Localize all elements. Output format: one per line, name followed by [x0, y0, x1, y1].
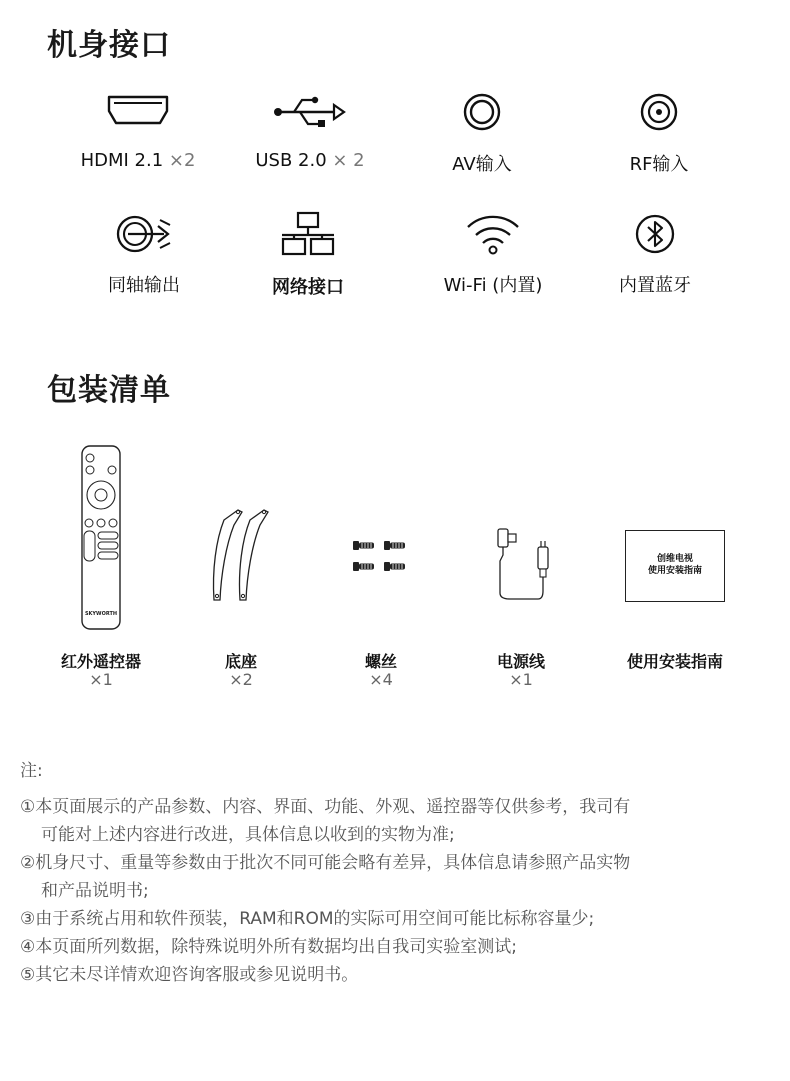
remote-control-icon [81, 445, 121, 630]
item-qty: ×1 [509, 670, 533, 689]
port-label: 网络接口 [272, 277, 344, 298]
av-input-icon [462, 92, 502, 132]
rf-input-icon [639, 92, 679, 132]
manual-cover-title: 创维电视 [656, 554, 693, 564]
package-item-stand [166, 445, 316, 695]
port-label: Wi-Fi (内置) [443, 275, 543, 296]
remote-brand-text: SKYWORTH [84, 611, 118, 617]
note-line: 和产品说明书; [41, 881, 149, 901]
port-network [223, 211, 393, 298]
port-hdmi [53, 92, 223, 171]
item-name: 电源线 [496, 652, 545, 671]
item-qty: ×1 [89, 670, 113, 689]
package-item-screws [306, 445, 456, 695]
item-qty: ×2 [229, 670, 253, 689]
package-item-manual [600, 445, 750, 695]
item-name: 螺丝 [364, 652, 397, 671]
port-label: HDMI 2.1 ×2 [80, 150, 196, 171]
section-title-package: 包装清单 [47, 373, 171, 408]
port-bluetooth [570, 213, 740, 296]
bluetooth-icon [633, 213, 677, 255]
port-label: AV输入 [452, 154, 512, 175]
network-port-icon [278, 211, 338, 257]
stand-icon [206, 500, 281, 610]
note-line: ④本页面所列数据，除特殊说明外所有数据均出自我司实验室测试; [20, 937, 517, 957]
port-av [397, 92, 567, 175]
manual-icon [625, 530, 725, 602]
hdmi-icon [106, 92, 170, 132]
manual-cover-subtitle: 使用安装指南 [647, 566, 702, 576]
notes-block [20, 757, 780, 989]
usb-icon [270, 92, 350, 132]
port-wifi [408, 213, 578, 296]
note-line: ①本页面展示的产品参数、内容、界面、功能、外观、遥控器等仅供参考，我司有 [20, 797, 631, 817]
item-name: 红外遥控器 [60, 652, 141, 671]
note-line: ③由于系统占用和软件预装，RAM和ROM的实际可用空间可能比标称容量少; [20, 909, 595, 929]
coaxial-output-icon [114, 213, 174, 255]
port-coaxial [59, 213, 229, 296]
wifi-icon [465, 213, 521, 255]
port-label: USB 2.0 × 2 [255, 150, 365, 171]
port-label: RF输入 [629, 154, 689, 175]
note-line: ⑤其它未尽详情欢迎咨询客服或参见说明书。 [20, 965, 359, 985]
notes-heading: 注: [20, 761, 43, 781]
port-label: 同轴输出 [108, 275, 180, 296]
screw-icon [351, 537, 411, 577]
note-line: 可能对上述内容进行改进，具体信息以收到的实物为准; [41, 825, 455, 845]
package-item-remote [26, 445, 176, 695]
note-line: ②机身尺寸、重量等参数由于批次不同可能会略有差异，具体信息请参照产品实物 [20, 853, 631, 873]
port-label: 内置蓝牙 [619, 275, 691, 296]
section-title-ports: 机身接口 [47, 28, 171, 63]
package-item-power-cord [446, 445, 596, 695]
item-qty: ×4 [369, 670, 393, 689]
port-rf [574, 92, 744, 175]
item-name: 使用安装指南 [626, 652, 723, 671]
item-name: 底座 [224, 652, 257, 671]
power-cord-icon [488, 525, 554, 605]
port-usb [225, 92, 395, 171]
